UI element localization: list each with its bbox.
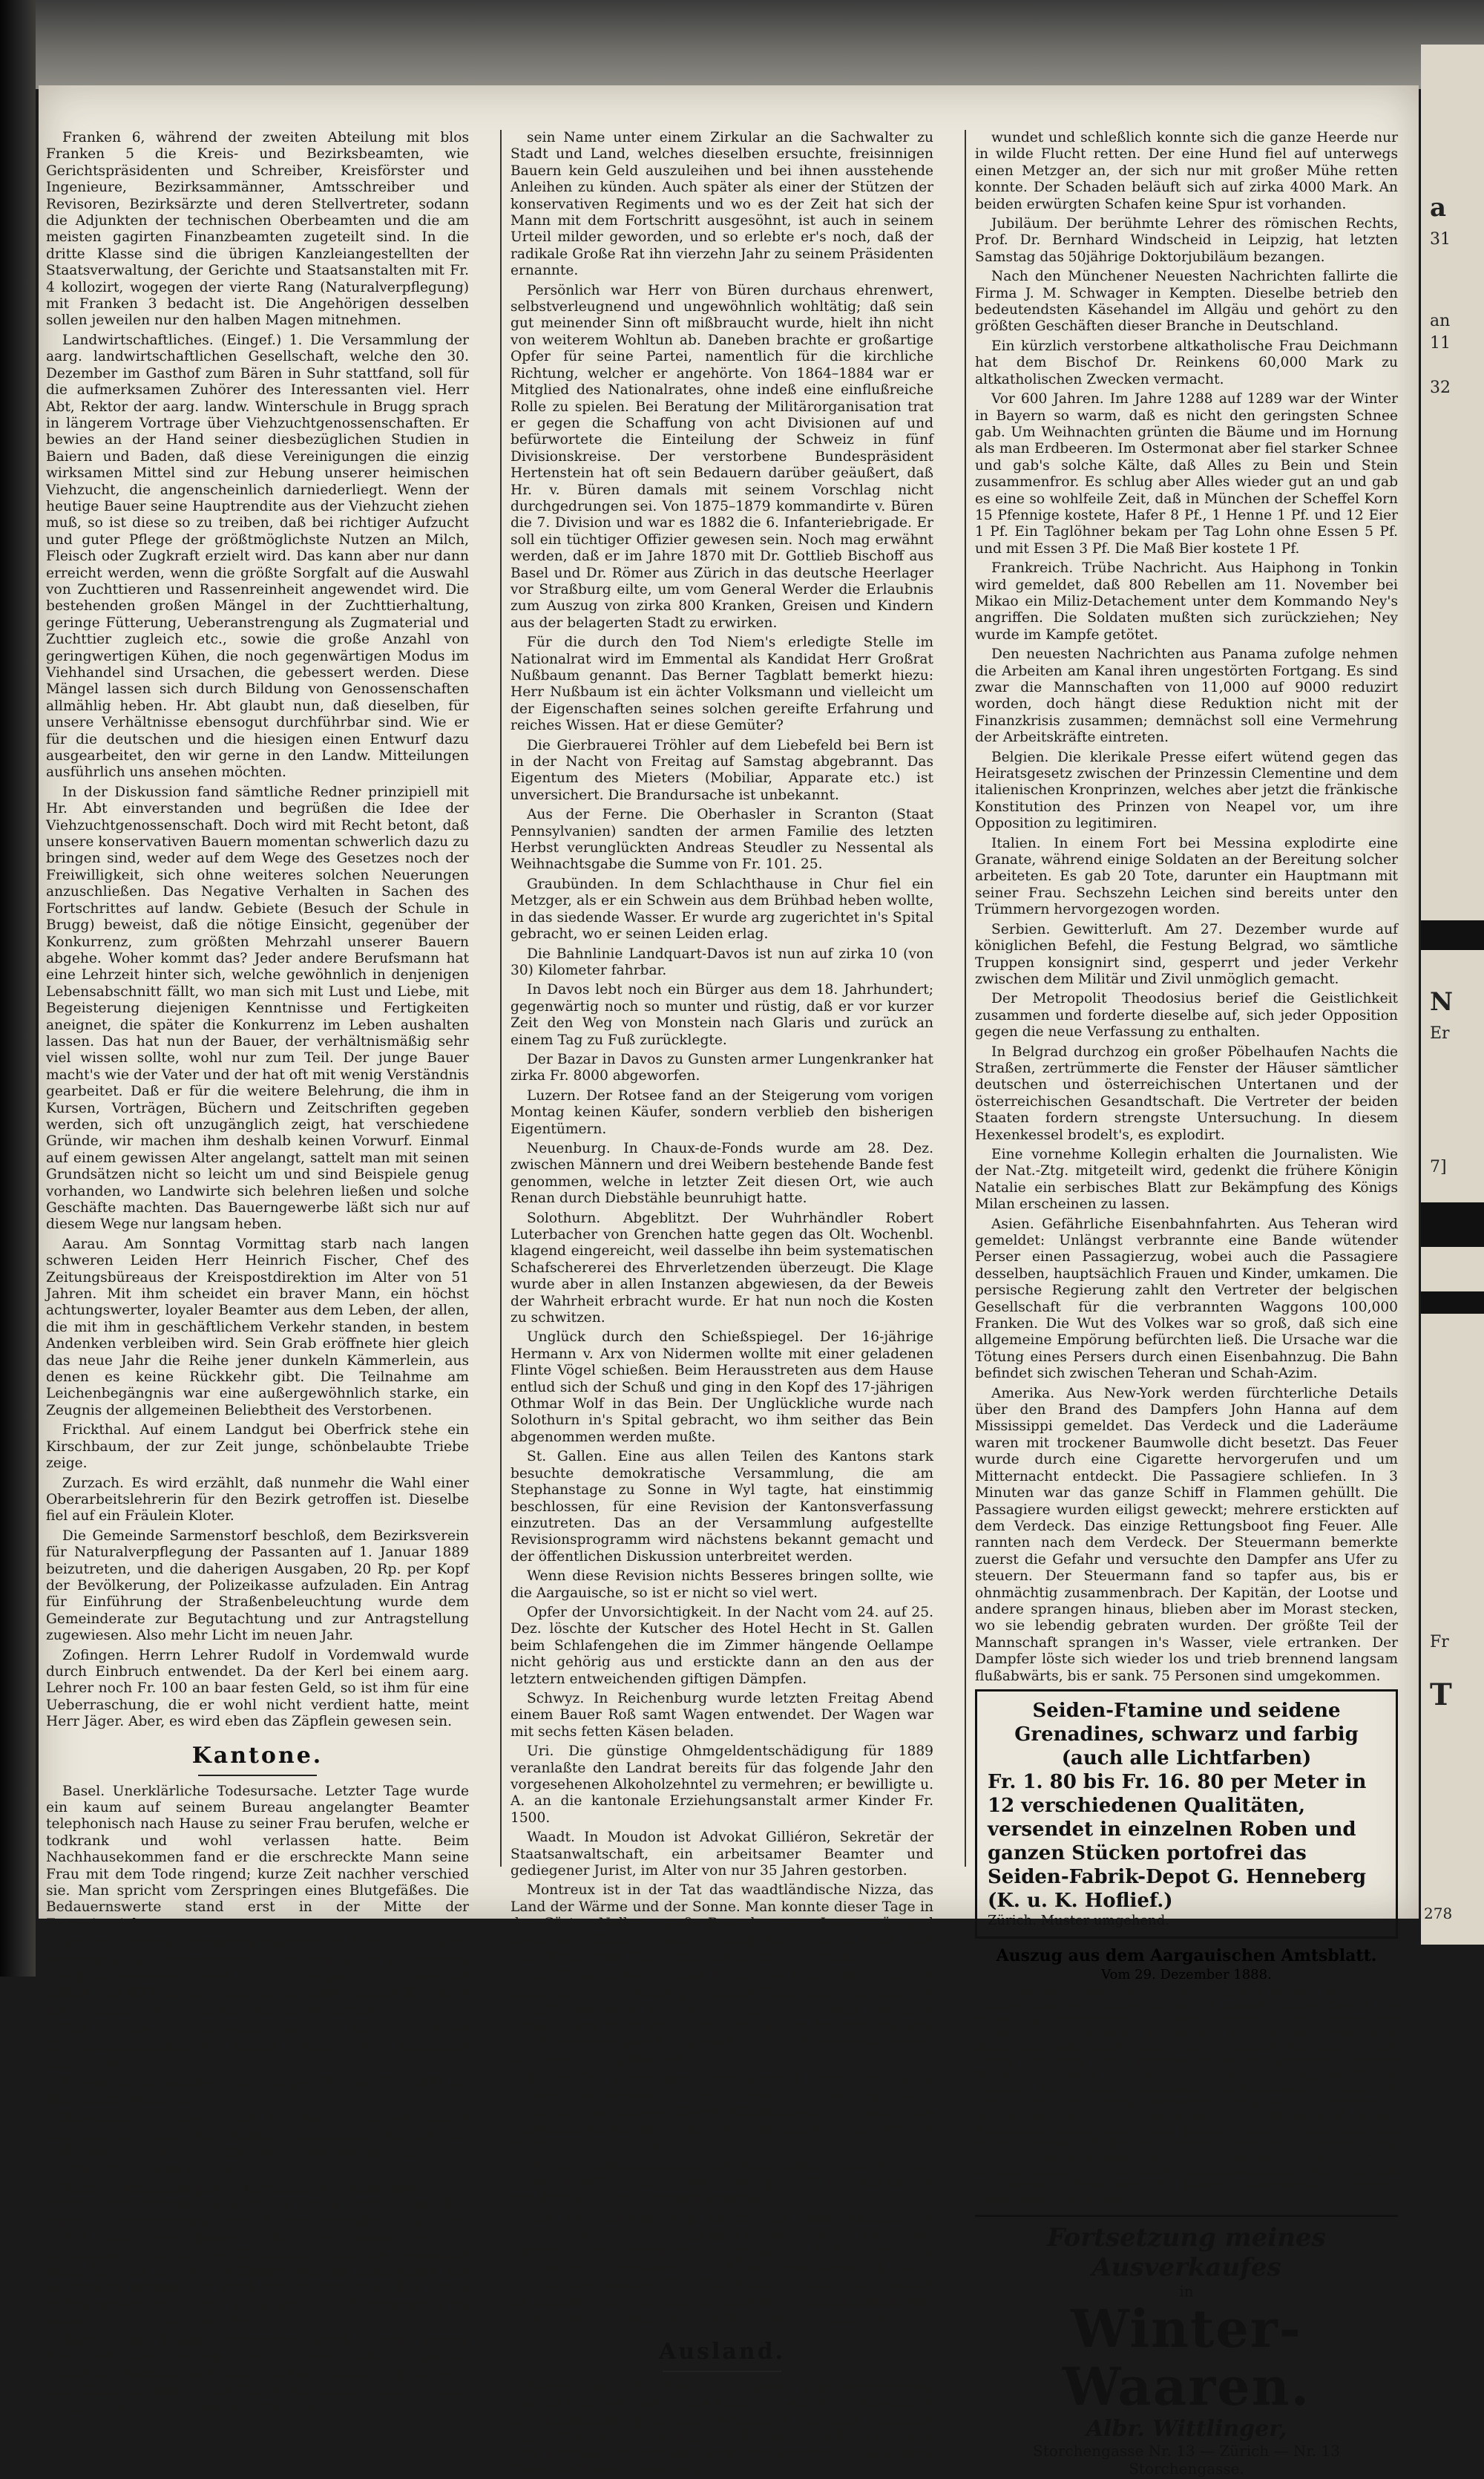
article-paragraph: Solothurn. Abgeblitzt. Der Wuhrhändler Robert Luterbacher von Grenchen hatte gegen das Olt. Wochenbl. klagend eingereicht, weil dasselbe ihn beim systematischen Schafschererei des Ehrverletzenden überzeugt. Die Klage wurde aber in allen Instanzen abgewiesen, da der Beweis der Wahrheit erbracht wurde. Er hat nun noch die Kosten zu schwitzen. [510, 1210, 933, 1326]
ad-line: Fortsetzung meines Ausverkaufes [1047, 2223, 1326, 2283]
article-paragraph: Zurzach. Es wird erzählt, daß nunmehr die Wahl einer Oberarbeitslehrerin für den Bezirk getroffen ist. Dieselbe fiel auf ein Fräulein Kloter. [46, 1475, 469, 1525]
ad-price: Fr. 1. 80 bis Fr. 16. 80 per Meter in 12 verschiedenen Qualitäten, versendet in einzelnen Roben und ganzen Stücken portofrei das Seiden-Fabrik-Depot G. Henneberg (K. u. K. Hoflief.) [988, 1770, 1367, 1912]
ad-title: Winter-Waaren. [1063, 2298, 1310, 2418]
article-paragraph: Asien. Gefährliche Eisenbahnfahrten. Aus Teheran wird gemeldet: Unlängst verbrannte eine Bande wütender Perser einen Passagierzug, wobei auch die Passagiere desselben, hauptsächlich Frauen und Kinder, umkamen. Die persische Regierung zahlt den Vertreter der belgischen Gesellschaft für die verbrannten Waggons 100,000 Franken. Die Wut des Volkes war so groß, daß sich eine allgemeine Empörung befürchten ließ. Die Ursache war die Tötung eines Persers durch einen Eisenbahnzug. Die Bahn befindet sich zwischen Teheran und Schah-Azim. [975, 1216, 1398, 1382]
article-paragraph: Frickthal. Auf einem Landgut bei Oberfrick stehe ein Kirschbaum, der zur Zeit junge, schönbelaubte Triebe zeige. [46, 1422, 469, 1472]
article-paragraph: Aarau. Am Sonntag Vormittag starb nach langen schweren Leiden Herr Heinrich Fischer, Chef des Zeitungsbüreaus der Kreispostdirektion im Alter von 51 Jahren. Mit ihm scheidet ein braver Mann, ein höchst achtungswerter, loyaler Beamter aus dem Leben, der allen, die mit ihm in geschäftlichem Verkehr standen, in bestem Andenken verbleiben wird. Sein Grab eröffnete hier gleich das neue Jahr die Reihe jener dunkeln Kämmerlein, aus denen es keine Rückkehr gibt. Die Teilnahme am Leichenbegängnis war eine außergewöhnlich starke, ein Zeugnis der allgemeinen Beliebtheit des Verstorbenen. [46, 1236, 469, 1418]
article-paragraph: An der hiesigen Universität machten im Jahre 1888 nicht weniger als siebenundzwanzig Studirende der Philosophie das Doktorexamen. Diese Zahl ist, so sagt die Universität selbst, seit 400 Jahren, noch nie erreicht worden. Da ist es ein vernünftiges Tragen sein, so ein Doktorhut. [46, 1936, 469, 2018]
article-paragraph: Deutschland. Bluthunde. In einer der vergangenen Nächte brachen zwei große Hunde in einen bei Rheinbach in Mühlhausen gelegenen Schafstall ein und richteten daselbst ein wahres Blutbad an. Ueber 120 Schafe sind von den Hunden erwürgt und zerrissen worden. Viele andere Tiere der Heerde wurden so [510, 2380, 933, 2479]
article-paragraph: Opfer der Unvorsichtigkeit. In der Nacht vom 24. auf 25. Dez. löschte der Kutscher des Hotel Hecht in St. Gallen beim Schlafengehen die im Zimmer hängende Oellampe nicht gehörig aus und erstickte dann an den aus der letztern entweichenden giftigen Dämpfen. [510, 1604, 933, 1687]
fragment-block [1421, 920, 1484, 950]
article-paragraph: Die Bahnlinie Landquart-Davos ist nun auf zirka 10 (von 30) Kilometer fahrbar. [510, 946, 933, 978]
article-paragraph: Persönlich war Herr von Büren durchaus ehrenwert, selbstverleugnend und ungewöhnlich wohltätig; daß sein gut meinender Sinn oft mißbraucht wurde, hielt ihn nicht von weiterem Wohltun ab. Daneben brachte er großartige Opfer für seine Partei, namentlich für die kirchliche Richtung, welcher er angehörte. Von 1864–1884 war er Mitglied des Nationalrates, ohne indeß eine einflußreiche Rolle zu spielen. Bei Beratung der Militärorganisation trat er gegen die Schaffung von acht Divisionen auf und befürwortete die Einteilung der Schweiz in fünf Divisionskreise. Der verstorbene Bundespräsident Hertenstein hat oft sein Bedauern darüber geäußert, daß Hr. v. Büren damals mit seinem Vorschlag nicht durchgedrungen sei. Von 1875–1879 kommandirte v. Büren die 7. Division und war es 1882 die 6. Infanteriebrigade. Er soll ein tüchtiger Offizier gewesen sein. Noch mag erwähnt werden, daß er im Jahre 1870 mit Dr. Gottlieb Bischoff aus Basel und Dr. Römer aus Zürich in das deutsche Heerlager vor Straßburg eilte, um vom General Werder die Erlaubnis zum Auszug von zirka 800 Kranken, Greisen und Kindern aus der belagerten Stadt zu erwirken. [510, 282, 933, 631]
fragment-text: 31 [1430, 230, 1451, 249]
article-paragraph: In Davos lebt noch ein Bürger aus dem 18. Jahrhundert; gegenwärtig noch so munter und rüstig, daß er vor kurzer Zeit den Weg von Monstein nach Glaris und zurück an einem Tag zu Fuß zurücklegte. [510, 982, 933, 1048]
fragment-text: N [1430, 987, 1454, 1017]
article-paragraph: Das Urteil in dem großen Prozeß der Union du Credit von Lausanne gegen ihren gewesenen Kontroleur Moreillos ist gefällt. Moreillos wurde freigesprochen, weil derselbe, ohnehin gar nicht mit Geschäften außer Angestellter, wie die Kompetenz besaß, die rund 150,000 Börsenspiel seines Borgesetzten zu hindern. [510, 1968, 933, 2068]
column-2 [510, 130, 933, 2479]
ad-headline: Seiden-Ftamine und seidene Grenadines, schwarz und farbig (auch alle Lichtfarben) [1014, 1699, 1359, 1769]
article-paragraph: Neuenburg. In Chaux-de-Fonds wurde am 28. Dez. zwischen Männern und drei Weibern bestehende Bande fest genommen, welche in letzter Zeit diesen Ort, wie auch Renan durch Diebstähle beunruhigt hatte. [510, 1140, 933, 1207]
article-paragraph: Den neuesten Nachrichten aus Panama zufolge nehmen die Arbeiten am Kanal ihren ungestörten Fortgang. Es sind zwar die Mannschaften von 11,000 auf 9000 reduzirt worden, doch hängt diese Reduktion nicht mit der Finanzkrisis zusammen; demnächst soll eine Vermehrung der Arbeitskräfte eintreten. [975, 646, 1398, 746]
fragment-text: Fr [1430, 1633, 1449, 1651]
article-paragraph: Bern. Am Weihnachtsmorgen starb nach langer Krankheit Herr Otto von Büren, der von 1864–1887 an der Spitze der bernischen Stadtverwaltung stand. Er gehörte in den fünfziger Jahren der Partei an, welche den größten Gegner der Freisinnigen; so setzt u. A. [46, 2333, 469, 2416]
scan-left-edge [0, 0, 36, 1977]
fragment-text: an [1430, 312, 1451, 330]
article-paragraph: Luzern. Der Rotsee fand an der Steigerung vom vorigen Montag keinen Käufer, sondern verblieb den bisherigen Eigentümern. [510, 1087, 933, 1137]
article-paragraph: Graubünden. In dem Schlachthause in Chur fiel ein Metzger, als er ein Schwein aus dem Brühbad heben wollte, in das siedende Wasser. Er wurde arg zugerichtet in's Spital gebracht, wo er seinen Leiden erlag. [510, 876, 933, 943]
fragment-block [1421, 1202, 1484, 1247]
article-paragraph: Jubiläum. Der berühmte Lehrer des römischen Rechts, Prof. Dr. Bernhard Windscheid in Leipzig, hat letzten Samstag das 50jährige Doktorjubiläum bezangen. [975, 216, 1398, 265]
article-paragraph: Wenn diese Revision nichts Besseres bringen sollte, wie die Aargauische, so ist er nicht so viel wert. [510, 1568, 933, 1601]
column-rule [965, 130, 966, 1867]
article-paragraph: Zug. Der Fang der sog. Zugerröteli, dieser delikatesten Forelle, ist dieses Jahr aus dem obern Teile des Zugersees (Arther See) reichlich ausgefallen. Daß hier den zahlreichen Begehren um Röteli von Auswärts nicht entsprochen werden. Das Grüne wird selbst in der Heimat zu kosten. Auch für das Jungtier der Blasebachflanfe aus dem Zugersee scheint sich nicht schlecht anzulassen. [510, 2210, 933, 2326]
article-paragraph: wundet und schleßlich konnte sich die ganze Heerde nur in wilde Flucht retten. Der eine Hund fiel auf unterwegs einen Metzger an, der sich nur mit großer Mühe retten konnte. Der Schaden beläuft sich auf zirka 4000 Mark. An beiden erwürgten Schafen keine Spur ist vorhanden. [975, 130, 1398, 212]
article-paragraph: Waadt. In Moudon ist Advokat Gilliéron, Sekretär der Staatsanwaltschaft, ein arbeitsamer Beamter und gediegener Jurist, im Alter von nur 35 Jahren gestorben. [510, 1830, 933, 1879]
section-title-kantone: Kantone. [46, 1743, 469, 1776]
article-paragraph: Einem Wirte wurden vor einigen Tagen Fr. 1200 an Banknoten gestohlen. [46, 2074, 469, 2107]
article-paragraph: In der Diskussion fand sämtliche Redner prinzipiell mit Hr. Abt einverstanden und begrüßen die Idee der Viehzuchtgenossenschaft. Doch wird mit Recht betont, daß unsere konservativen Bauern momentan schwerlich dazu zu bringen sind, weder auf dem Wege des Gesetzes noch der Freiwilligkeit, sich ohne weiteres solchen Neuerungen anzuschließen. Das Negative Verhalten in Sachen des Fortschrittes auf landw. Gebiete (Besuch der Schule in Brugg) beweist, daß die nötige Einsicht, gegenüber der Konkurrenz, zum größten Mehrzahl unserer Bauern abgehe. Woher kommt das? Jeder andere Berufsmann hat eine Lehrzeit hinter sich, welche gewöhnlich in denjenigen Lebensabschnitt fällt, wo man sich mit Lust und Liebe, mit Begeisterung diejenigen Kenntnisse und Fertigkeiten aneignet, die später die Konkurrenz im Leben aushalten lassen. Das hat nun der Bauer, der verhältnismäßig sehr viel wissen sollte, wohl nur zum Teil. Der junge Bauer macht's wie der Vater und der hat oft mit wenig Verständnis gearbeitet. Daß er für die weitere Belehrung, die ihm in Kursen, Vorträgen, Büchern und Zeitschriften gegeben werden, sich oft unzugänglich zeigt, hat verschiedene Gründe, wir machen ihm deshalb keinen Vorwurf. Einmal auf einem gewissen Alter angelangt, sattelt man mit seinen Grundsätzen nicht so leicht um und sind Beispiele genug vorhanden, wo Landwirte sich belehren ließen und solche Geschäfte machten. Das Bauerngewerbe läßt sich nur auf diesem Wege nur langsam heben. [46, 784, 469, 1233]
article-paragraph: Montreux ist in der Tat das waadtländische Nizza, das Land der Wärme und der Sonne. Man konnte dieser Tage in den Gärten Nelken, große Rosenknospen, Immergrün und Weilchen pflücken. Beim Ausflug nach Avants fand man reife Erdbeeren. Das Wetter ist prachtvoll schön. [510, 1882, 933, 1965]
article-paragraph: Aus der Ferne. Die Oberhasler in Scranton (Staat Pennsylvanien) sandten der armen Familie des letzten Herbst verunglückten Andreas Steudler zu Nessental als Weihnachtsgabe die Summe von Fr. 101. 25. [510, 807, 933, 873]
fragment-text: 11 [1430, 334, 1451, 353]
article-paragraph: Für die durch den Tod Niem's erledigte Stelle im Nationalrat wird im Emmental als Kandidat Herr Großrat Nußbaum genannt. Das Berner Tagblatt bemerkt hiezu: Herr Nußbaum ist ein ächter Volksmann und vielleicht um der Eigenschaften seines solchen gereifte Erfahrung und reiches Wissen. Hat er diese Gemüter? [510, 635, 933, 734]
ad-address: Storchengasse Nr. 13 — Zürich — Nr. 13 Storchengasse. [1033, 2442, 1340, 2478]
ad-city: Zürich. Muster umgehend. [988, 1912, 1169, 1928]
ad-line: in [1179, 2282, 1194, 2301]
article-paragraph: Belgien. Die klerikale Presse eifert wütend gegen das Heiratsgesetz zwischen der Prinzessin Clementine und dem italienischen Kronprinzen, welches aber jetzt die fränkische Konstitution des Prinzen von Neapel vor, um ihre Opposition zu legitimiren. [975, 749, 1398, 832]
column-rule [500, 130, 502, 1867]
article-paragraph: Vor 600 Jahren. Im Jahre 1288 auf 1289 war der Winter in Bayern so warm, daß es nicht den geringsten Schnee gab. Um Weihnachten grünten die Bäume und im Hornung als man Erdbeeren. Im Ostermonat aber fiel starker Schnee und gab's solche Kälte, daß Alles zu Bein und Stein zusammenfror. Es schlug aber Alles wieder gut an und gab es eine so wohlfeile Zeit, daß in München der Scheffel Korn 15 Pfennige kostete, Hafer 8 Pf., 1 Henne 1 Pf. und 12 Eier 1 Pf. Ein Taglöhner bekam per Tag Lohn ohne Essen 5 Pf. und mit Essen 3 Pf. Die Maß Bier kostete 1 Pf. [975, 391, 1398, 557]
article-paragraph: Der Metropolit Theodosius berief die Geistlichkeit zusammen und forderte dieselbe auf, sich jeder Opposition gegen die neue Verfassung zu enthalten. [975, 991, 1398, 1041]
fragment-text: 7] [1430, 1158, 1447, 1176]
amtsblatt-text: Geldstage. Aarau. Brunner, Anna, Modistin, von Möriken, in Aarau. — Lüscher, Anna geb. Lüscher, Witwe des Samuel Lüscher, Ziegler, von Muhen, in Oberentfelden. — Pfister, Hermann Jakob, Coiffeur, von Niederentfelden, in Aarau. Eingaben 2. Februar. Bremgarten. Frau Stutz, Anna geb. Seiler, Steinbrecher in Zufikon. Eingaben 21. Jan. Brugg. Kirchhofer, Jakob, Johannes, Weber, von Auenstein. Eingaben 30. Jan. Laufenburg. Koch, Jakob, Müller, von Sulz. Eingaben 30. Jan. Lenzburg. Kull, Fridolin, Schuhmacher, in Holderbank. Eingaben 28. Januar. Muri. Frau Schmid, Pauline geb. Frei, in Wohlen. Eingaben 31. Januar. Zofingen. Hunziker, Jakob, in Rothrist. Eingaben 30. Januar. Rheinfelden. Geschwister Huber, Johann, Helena, Ursula, Rosa und Marie. Eingaben 30. Januar. Lenzburg. Eingaben 25. Januar. Kulm. Lüscher, Johann. Eingaben 9. Februar. Akkordsteigerung. Lenzburg. Schmid, Samuel, gew. Fürsprech. Stellenausschreibung. Die Pfarrstelle in Lengnau. Anmeldung 7. Januar. Arbeitsschule Oftringen. Anmeldungen 10. Januar. [975, 1985, 1398, 2206]
article-paragraph: Für die ausgeschriebene Stelle eines Zivilgerichtsschreibers haben sich 30 Bewerber angemeldet. [46, 2022, 469, 2072]
scan-top-edge [36, 0, 1484, 89]
article-paragraph: Zofingen. Herrn Lehrer Rudolf in Vordemwald wurde durch Einbruch entwendet. Da der Kerl bei einem aarg. Lehrer noch Fr. 100 an baar festen Geld, so ist ihm für eine Ueberraschung, die er wohl nicht verdient hatte, meint Herr Jäger. Aber, es wird eben das Zäpflein gewesen sein. [46, 1647, 469, 1730]
amtsblatt-title: Auszug aus dem Aargauischen Amtsblatt. [996, 1945, 1377, 1965]
article-paragraph: Amerika. Aus New-York werden fürchterliche Details über den Brand des Dampfers John Hanna auf dem Mississippi gemeldet. Das Verdeck und die Laderäume waren mit trockener Baumwolle dicht besetzt. Das Feuer wurde durch eine Cigarette hervorgerufen und um Mitternacht entdeckt. Die Passagiere schliefen. In 3 Minuten war das ganze Schiff in Flammen gehüllt. Die Passagiere wurden eiligst geweckt; mehrere erstickten auf dem Verdeck. Das einzige Rettungsboot fing Feuer. Alle rannten nach dem Verdeck. Der Steuermann bemerkte zuerst die Gefahr und versuchte den Dampfer ans Ufer zu steuern. Der Steuermann fand so tapfer aus, bis er ohnmächtig zusammenbrach. Der Kapitän, der Lootse und andere sprangen hinaus, blieben aber im Morast stecken, wo sie lebendig gebraten wurden. Der größte Teil der Mannschaft sprangen in's Wasser, viele ertranken. Der Dampfer löste sich wieder los und trieb brennend langsam flußabwärts, bis er sank. 75 Personen sind umgekommen. [975, 1385, 1398, 1684]
article-paragraph: sein Name unter einem Zirkular an die Sachwalter zu Stadt und Land, welches dieselben ersuchte, freisinnigen Bauern kein Geld auszuleihen und bei ihnen ausstehende Anleihen zu künden. Auch später als einer der Stützen der konservativen Regiments und wo es der Zeit hat sich der Mann mit dem Fortschritt ausgesöhnt, ist auch in seinem Urteil milder geworden, und so erlebte er's noch, daß der radikale Große Rat ihn vierzehn Jahr zu seinem Präsidenten ernannte. [510, 130, 933, 279]
article-paragraph: Wallis. Die Zermatter scheinen recht harte Schädel zu haben; sie verweigern am Sonntag neuerdings trotz Großrats-Beschlusses Herrn Gasthofbesitzer Seiler die Aufnahme ins Bürgerrecht. Die Regierung wird nun strenge Maßregeln ergreifen. [510, 2071, 933, 2154]
article-paragraph: In Belgrad durchzog ein großer Pöbelhaufen Nachts die Straßen, zertrümmerte die Fenster der Häuser sämtlicher deutschen und österreichischen Untertanen und der österreichischen Gesandtschaft. Die Vertreter der beiden Staaten fordern strengste Untersuchung. In diesem Hexenkessel brodelt's, es explodirt. [975, 1044, 1398, 1143]
article-paragraph: Serbien. Gewitterluft. Am 27. Dezember wurde auf königlichen Befehl, die Festung Belgrad, wo sämtliche Truppen konsignirt sind, gesperrt und jeder Verkehr zwischen dem Militär und Zivil unmöglich gemacht. [975, 921, 1398, 987]
article-paragraph: Landwirtschaftliches. (Eingef.) 1. Die Versammlung der aarg. landwirtschaftlichen Gesellschaft, welche den 30. Dezember im Gasthof zum Bären in Suhr stattfand, soll für die aufmerksamen Zuhörer des Interessanten viel. Herr Abt, Rektor der aarg. landw. Winterschule in Brugg sprach in längerem Vortrage über Viehzuchtgenossenschaften. Er bewies an der Hand seiner diesbezüglichen Studien in Baiern und Baden, daß diese Vereinigungen die einzig wirksamen Mittel sind zur Hebung unserer heimischen Viehzucht, die angenscheinlich darniederliegt. Wenn der heutige Bauer seine Hauptrendite aus der Viehzucht ziehen muß, so ist diese so zu treiben, daß bei richtiger Aufzucht und guter Pflege der größtmöglichste Nutzen an Milch, Fleisch oder Zugkraft erzielt wird. Das kann aber nur dann erreicht werden, wenn die größte Sorgfalt auf die Auswahl von Zuchttieren und Rassenreinheit angewendet wird. Die bestehenden großen Mängel in der Zuchttierhaltung, geringe Fütterung, Ueberanstrengung als Zugmaterial und Zuchttier zugleich etc., sowie die große Anzahl von geringwertigen Kühen, die noch gegenwärtigen Modus im Viehhandel sind Ursachen, die gebessert werden. Diese Mängel lassen sich durch Bildung von Genossenschaften allmählig heben. Hr. Abt glaubt nun, daß dieselben, für unsere Verhältnisse ebensogut durchführbar sind. Wie er für die deutschen und die hiesigen einen Entwurf dazu ausgearbeitet, den wir gerne in den Landw. Mitteilungen ausführlich uns ansehen möchten. [46, 332, 469, 781]
ad-merchant: Albr. Wittlinger, [1086, 2416, 1287, 2443]
article-paragraph: Eine vornehme Kollegin erhalten die Journalisten. Wie der Nat.-Ztg. mitgeteilt wird, gedenkt die frühere Königin Natalie ein serbisches Blatt zur Bekämpfung des Königs Milan erscheinen zu lassen. [975, 1146, 1398, 1213]
article-paragraph: Schwyz. In Reichenburg wurde letzten Freitag Abend einem Bauer Roß samt Wagen entwendet. Der Wagen war mit sechs fetten Käsen beladen. [510, 1690, 933, 1740]
winter-waaren-advertisement [975, 2215, 1398, 2478]
article-paragraph: Italien. In einem Fort bei Messina explodirte eine Granate, während einige Soldaten an der Bereitung solcher arbeiteten. Es gab 20 Tote, darunter ein Hauptmann mit seiner Frau. Sechszehn Leichen sind bereits unter den Trümmern hervorgezogen worden. [975, 835, 1398, 918]
fragment-block [1421, 1291, 1484, 1314]
article-paragraph: Baselland. In Aesch hat ein minderjähriger Knabe während der Nacht sich Schnaps verschaffen können und mehr als einen halben Liter getrunken. Morgens fand man ihn im Bett als eine Leiche. [46, 2111, 469, 2177]
article-paragraph: Bern. Amtsanzeiger. Kurzbeinige Interessen und kurzsichtige Antipathien, sagt der Hand. Cour., haben den sogen. Amtsanzeigern zum Leben verholfen. Es nützt nichts, daß man beweist, daß die Herausgabe der Amtsanzeiger durch die Verwaltung und die Gemeinde keine Vorteile bringt. Die Bauern werden nicht müde, die Stimme zu erheben; es wird sich zeigen, ob in der Sache nichts gewechselt wird. Alles was der Bürger nicht zu wissen braucht, das steht darin. [46, 2180, 469, 2330]
adjacent-page-strip [1421, 45, 1484, 1945]
newspaper-page [39, 85, 1419, 2479]
article-paragraph: Franken 6, während der zweiten Abteilung mit blos Franken 5 die Kreis- und Bezirksbeamten, wie Gerichtspräsidenten und Schreiber, Kreisförster und Ingenieure, Bezirksammänner, Amtsschreiber und Revisoren, Bezirksärzte und deren Stellvertreter, sodann die Adjunkten der technischen Oberbeamten und die am meisten gagirten Finanzbeamten zugeteilt sind. In die dritte Klasse sind die übrigen Kanzleiangestellten der Staatsverwaltung, der Gerichte und Staatsanstalten mit Fr. 4 kollozirt, wogegen der vierte Rang (Naturalverpflegung) mit Franken 3 bedacht ist. Die Angehörigen desselben sollen jeweilen nur den halben Magen mitnehmen. [46, 130, 469, 329]
fragment-text: Er [1430, 1024, 1450, 1043]
fragment-text: T [1430, 1677, 1452, 1712]
fragment-text: 32 [1430, 379, 1451, 397]
article-paragraph: Der Bazar in Davos zu Gunsten armer Lungenkranker hat zirka Fr. 8000 abgeworfen. [510, 1051, 933, 1084]
article-paragraph: Uri. Die günstige Ohmgeldentschädigung für 1889 veranlaßte den Landrat bereits für das folgende Jahr den vorgesehenen Alkoholzehntel zu vermehren; er bewilligte u. A. an die kantonale Erziehungsanstalt armer Kinder Fr. 1500. [510, 1743, 933, 1826]
silk-advertisement [975, 1689, 1398, 1939]
article-paragraph: Die Gemeinde Sarmenstorf beschloß, dem Bezirksverein für Naturalverpflegung der Passanten auf 1. Januar 1889 beizutreten, und die daherigen Ausgaben, 20 Rp. per Kopf der Bevölkerung, der Polizeikasse aufzuladen. Ein Antrag für Einführung der Straßenbeleuchtung wurde dem Gemeinderate zur Begutachtung und zur Antragstellung zugewiesen. Also mehr Licht im neuen Jahr. [46, 1527, 469, 1644]
article-paragraph: Unglück durch den Schießspiegel. Der 16-jährige Hermann v. Arx von Nidermen wollte mit einer geladenen Flinte Vögel schießen. Beim Herausstreten aus dem Hause entlud sich der Schuß und ging in den Kopf des 17-jährigen Othmar Wolf in das Bein. Der Unglückliche wurde nach Solothurn in's Spital gebracht, wo ihm seither das Bein abgenommen werden mußte. [510, 1329, 933, 1445]
article-paragraph: Frankreich. Trübe Nachricht. Aus Haiphong in Tonkin wird gemeldet, daß 800 Rebellen am 11. November bei Mikao ein Miliz-Detachement unter dem Kommando Ney's angriffen. Die Soldaten mußten sich zurückziehen; Ney wurde im Kampfe getötet. [975, 560, 1398, 643]
amtsblatt-date: Vom 29. Dezember 1888. [1101, 1966, 1272, 1982]
article-paragraph: Ein kürzlich verstorbene altkatholische Frau Deichmann hat dem Bischof Dr. Reinkens 60,000 Mark zu altkatholischen Zwecken vermacht. [975, 338, 1398, 387]
article-paragraph: Die Gierbrauerei Tröhler auf dem Liebefeld bei Bern ist in der Nacht von Freitag auf Samstag abgebrannt. Das Eigentum des Mieters (Mobiliar, Apparate etc.) ist unversichert. Die Brandursache ist unbekannt. [510, 737, 933, 803]
fragment-text: a [1430, 193, 1447, 223]
fragment-number: 278 [1424, 1905, 1453, 1922]
column-1 [46, 130, 469, 2416]
article-paragraph: St. Gallen. Eine aus allen Teilen des Kantons stark besuchte demokratische Versammlung, die am Stephanstage zu Sonne in Wyl tagte, hat einstimmig beschlossen, für eine Revision der Kantonsverfassung einzutreten. Das an der Versammlung aufgestellte Revisionsprogramm wird nächstens bekannt gemacht und der öffentlichen Diskussion unterbreitet werden. [510, 1449, 933, 1565]
article-paragraph: In der Saillonschlucht ist eine fünfzigjährige Frau, Familienmutter, über einen Felsen gestürzt und als Leiche aus dem Wildbach gezogen worden. [510, 2157, 933, 2207]
column-3 [975, 130, 1398, 2478]
article-paragraph: Basel. Unerklärliche Todesursache. Letzter Tage wurde ein kaum auf seinem Bureau angelangter Beamter telephonisch nach Hause zu seiner Frau berufen, welche er todkrank und wohl verlassen hatte. Beim Nachhausekommen fand er die erschreckte Mann seine Frau mit dem Tode ringend; kurze Zeit nachher verschied sie. Man spricht vom Zerspringen eines Blutgefäßes. Die Bedauernswerte stand erst in der Mitte der Zwanzigerjahre. [46, 1783, 469, 1932]
section-title-ausland: Ausland. [510, 2339, 933, 2372]
article-paragraph: Nach den Münchener Neuesten Nachrichten fallirte die Firma J. M. Schwager in Kempten. Dieselbe betrieb den bedeutendsten Käsehandel im Allgäu und gehört zu den größten Geschäften dieser Branche in Deutschland. [975, 269, 1398, 335]
